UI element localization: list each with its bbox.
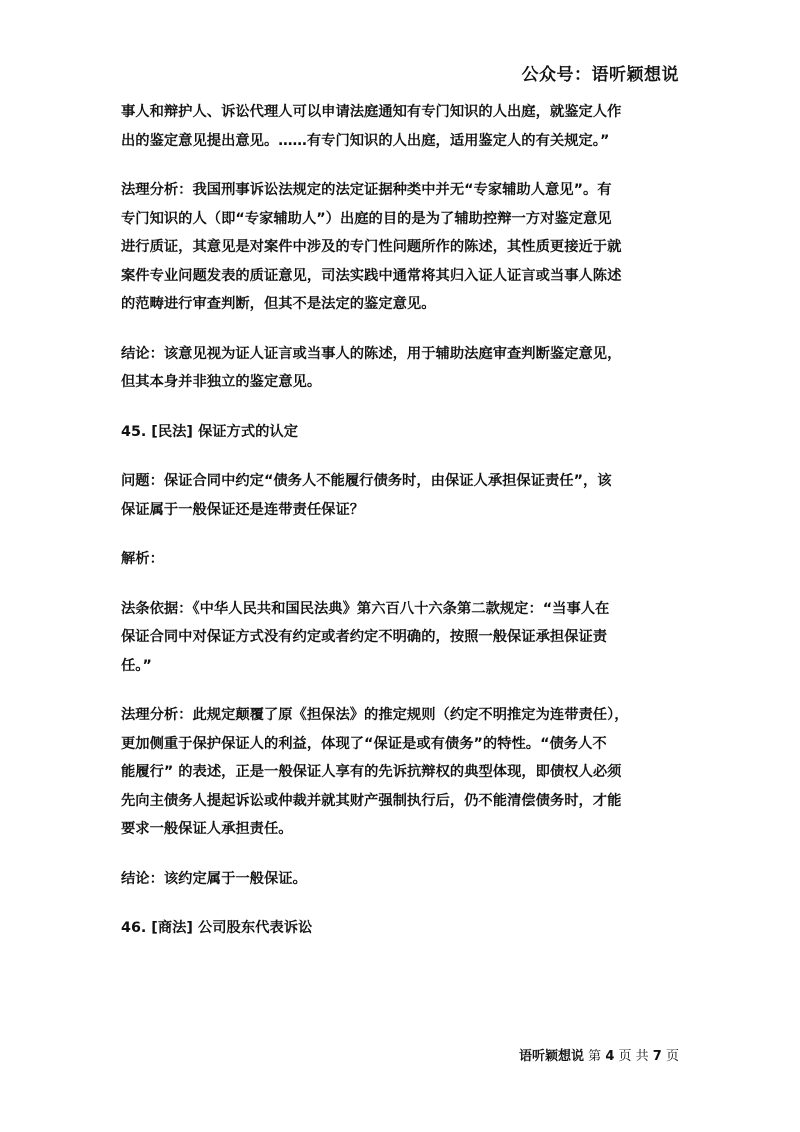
paragraph-question-45 <box>121 467 681 524</box>
text-line: 但其本身并非独立的鉴定意见。 <box>121 374 322 390</box>
text-line: 保证属于一般保证还是连带责任保证？ <box>121 501 365 518</box>
paragraph-analysis-label <box>121 545 681 574</box>
text-line: 任。” <box>121 657 152 674</box>
footer-brand: 语听颖想说 <box>519 1049 585 1064</box>
text-line: 案件专业问题发表的质证意见，司法实践中通常将其归入证人证言或当事人陈述 <box>121 267 622 284</box>
footer-total-pages: 7 <box>652 1049 662 1064</box>
page-footer <box>519 1045 679 1064</box>
paragraph-expert-testimony-rule <box>121 98 681 155</box>
text-line: 解析： <box>121 551 164 567</box>
text-line: 结论：该约定属于一般保证。 <box>121 870 307 887</box>
paragraph-conclusion-1 <box>121 340 681 397</box>
paragraph-legal-basis-45 <box>121 595 681 681</box>
page-header-account: 公众号：语听颖想说 <box>521 65 679 85</box>
text-line: 事人和辩护人、诉讼代理人可以申请法庭通知有专门知识的人出庭，就鉴定人作 <box>121 104 622 120</box>
text-line: 出的鉴定意见提出意见。……有专门知识的人出庭，适用鉴定人的有关规定。” <box>121 132 610 149</box>
text-line: 法理分析：我国刑事诉讼法规定的法定证据种类中并无“专家辅助人意见”。有 <box>121 182 612 198</box>
text-line: 结论：该意见视为证人证言或当事人的陈述，用于辅助法庭审查判断鉴定意见， <box>121 345 622 362</box>
text-line: 专门知识的人（即“专家辅助人”）出庭的目的是为了辅助控辩一方对鉴定意见 <box>121 210 612 227</box>
paragraph-conclusion-45 <box>121 865 681 894</box>
footer-page-prefix: 第 <box>588 1049 602 1064</box>
text-line: 能履行” 的表述，正是一般保证人享有的先诉抗辩权的典型体现，即债权人必须 <box>121 764 622 780</box>
section-title: 45. [民法] 保证方式的认定 <box>121 423 299 440</box>
paragraph-legal-analysis-1 <box>121 176 681 319</box>
paragraph-legal-analysis-45 <box>121 701 681 844</box>
section-heading-46 <box>121 914 681 943</box>
text-line: 要求一般保证人承担责任。 <box>121 821 293 837</box>
footer-current-page: 4 <box>605 1049 615 1064</box>
text-line: 问题：保证合同中约定“债务人不能履行债务时，由保证人承担保证责任”，该 <box>121 473 612 489</box>
text-line: 更加侧重于保护保证人的利益，体现了“保证是或有债务”的特性。“债务人不 <box>121 735 607 752</box>
text-line: 法条依据：《中华人民共和国民法典》第六百八十六条第二款规定：“当事人在 <box>121 600 610 617</box>
text-line: 进行质证，其意见是对案件中涉及的专门性问题所作的陈述，其性质更接近于就 <box>121 239 622 255</box>
footer-page-mid: 页 共 <box>618 1049 649 1064</box>
text-line: 法理分析：此规定颠覆了原《担保法》的推定规则（约定不明推定为连带责任）， <box>121 707 629 723</box>
document-body <box>121 98 681 964</box>
footer-page-suffix: 页 <box>665 1049 679 1064</box>
section-title: 46. [商法] 公司股东代表诉讼 <box>121 920 313 936</box>
text-line: 先向主债务人提起诉讼或仲裁并就其财产强制执行后，仍不能清偿债务时，才能 <box>121 792 622 809</box>
text-line: 的范畴进行审查判断，但其不是法定的鉴定意见。 <box>121 296 436 312</box>
text-line: 保证合同中对保证方式没有约定或者约定不明确的，按照一般保证承担保证责 <box>121 629 608 645</box>
section-heading-45 <box>121 418 681 447</box>
